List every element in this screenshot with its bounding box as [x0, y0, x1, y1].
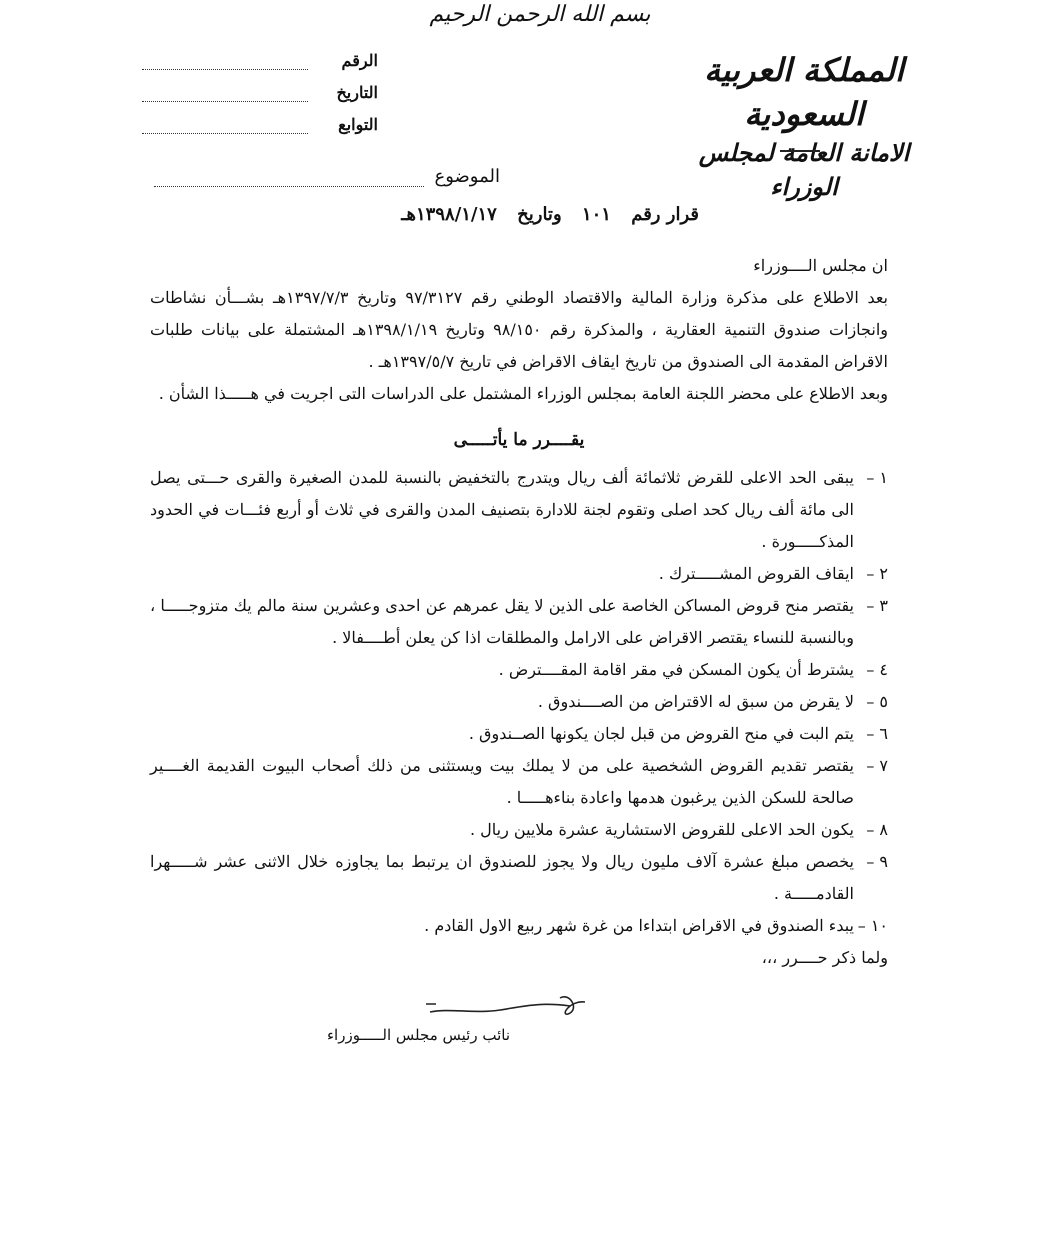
item-text: يقتصر منح قروض المساكن الخاصة على الذين لا يقل عمرهم عن احدى وعشرين سنة مالم يك متزوجـــــا ، وبالنسبة للنساء يقتصر الاقراض على الارامل والمطلقات اذا كن يعلن أطــــفالا . [150, 596, 854, 647]
paragraph-1: بعد الاطلاع على مذكرة وزارة المالية والاقتصاد الوطني رقم ٩٧/٣١٢٧ وتاريخ ١٣٩٧/٧/٣هـ بشـــأن نشاطات وانجازات صندوق التنمية العقارية ، والمذكرة رقم ٩٨/١٥٠ وتاريخ ١٣٩٨/١/١٩هـ المشتملة على بيانات طلبات الاقراض المقدمة الى الصندوق من تاريخ ايقاف الاقراض في تاريخ ١٣٩٧/٥/٧هـ . [150, 288, 889, 371]
letterhead [674, 48, 934, 204]
item-number: ٧ – [866, 756, 888, 775]
subject-label: الموضوع [434, 166, 500, 187]
item-number: ٣ – [866, 596, 888, 615]
decision-date-label: وتاريخ [517, 204, 562, 225]
decision-item-3 [150, 590, 888, 654]
item-text: يبدء الصندوق في الاقراض ابتداءا من غرة شهر ربيع الاول القادم . [424, 916, 854, 935]
kingdom-name: المملكة العربية السعودية [704, 51, 904, 133]
item-number: ٩ – [866, 852, 888, 871]
item-text: ايقاف القروض المشـــــترك . [658, 564, 854, 583]
decision-item-4 [150, 654, 888, 686]
closing-line: ولما ذكر حــــرر ،،، [761, 948, 888, 967]
reference-date-row [138, 70, 378, 102]
letterhead-divider [780, 150, 820, 152]
decision-label: قرار رقم [631, 204, 699, 225]
item-text: يكون الحد الاعلى للقروض الاستشارية عشرة ملايين ريال . [469, 820, 854, 839]
item-number: ٥ – [866, 692, 888, 711]
item-number: ٢ – [866, 564, 888, 583]
secretariat-name: الامانة العامة لمجلس الوزراء [698, 138, 910, 201]
decision-item-5 [150, 686, 888, 718]
subject-field [150, 166, 500, 187]
reference-attachments-row [138, 102, 378, 134]
item-number: ١٠ – [857, 916, 888, 935]
decision-item-6 [150, 718, 888, 750]
decision-item-2 [150, 558, 888, 590]
item-text: لا يقرض من سبق له الاقتراض من الصــــندوق . [537, 692, 854, 711]
reference-attachments-dotted-line [142, 119, 308, 134]
handwritten-signature-icon [420, 990, 600, 1030]
item-number: ٤ – [866, 660, 888, 679]
reference-date-dotted-line [142, 87, 308, 102]
decision-item-8 [150, 814, 888, 846]
paragraph-2: وبعد الاطلاع على محضر اللجنة العامة بمجلس الوزراء المشتمل على الدراسات التى اجريت في هـــــذا الشأن . [158, 384, 888, 403]
item-number: ١ – [866, 468, 888, 487]
item-text: يشترط أن يكون المسكن في مقر اقامة المقــــترض . [498, 660, 854, 679]
signatory-title: نائب رئيس مجلس الـــــوزراء [327, 1026, 510, 1044]
decision-item-10 [150, 910, 888, 942]
reference-number-row [138, 38, 378, 70]
reference-date-label: التاريخ [336, 83, 378, 102]
basmala: بسم الله الرحمن الرحيم [429, 2, 651, 27]
reference-number-label: الرقم [341, 51, 378, 70]
decides-heading: يقــــرر ما يأتـــــى [453, 430, 585, 450]
decision-header [349, 204, 699, 225]
item-number: ٨ – [866, 820, 888, 839]
decision-date: ١٣٩٨/١/١٧هـ [401, 204, 497, 225]
signature-block [300, 990, 600, 1050]
decision-body [150, 250, 888, 974]
item-text: يخصص مبلغ عشرة آلاف مليون ريال ولا يجوز للصندوق ان يرتبط بما يجاوزه خلال الاثنى عشر شـــــهرا القادمـــــة . [150, 852, 854, 903]
decision-item-1 [150, 462, 888, 558]
decision-item-9 [150, 846, 888, 910]
reference-number-dotted-line [142, 55, 308, 70]
item-text: يتم البت في منح القروض من قبل لجان يكونها الصــندوق . [468, 724, 854, 743]
item-number: ٦ – [866, 724, 888, 743]
subject-dotted-line [154, 174, 424, 187]
decision-item-7 [150, 750, 888, 814]
item-text: يبقى الحد الاعلى للقرض ثلاثمائة ألف ريال ويتدرج بالتخفيض بالنسبة للمدن الصغيرة والقرى حـــتى يصل الى مائة ألف ريال كحد اصلى وتقوم لجنة للادارة بتصنيف المدن والقرى في ثلاث أو أربع فئـــات في الحدود المذكـــــورة . [150, 468, 854, 551]
opening-line: ان مجلس الــــوزراء [753, 256, 888, 275]
item-text: يقتصر تقديم القروض الشخصية على من لا يملك بيت ويستثنى من ذلك أصحاب البيوت القديمة الغــــير صالحة للسكن الذين يرغبون هدمها واعادة بناءهـــــا . [150, 756, 854, 807]
decision-number: ١٠١ [581, 204, 611, 225]
reference-fields [138, 38, 378, 134]
reference-attachments-label: التوابع [338, 115, 378, 134]
